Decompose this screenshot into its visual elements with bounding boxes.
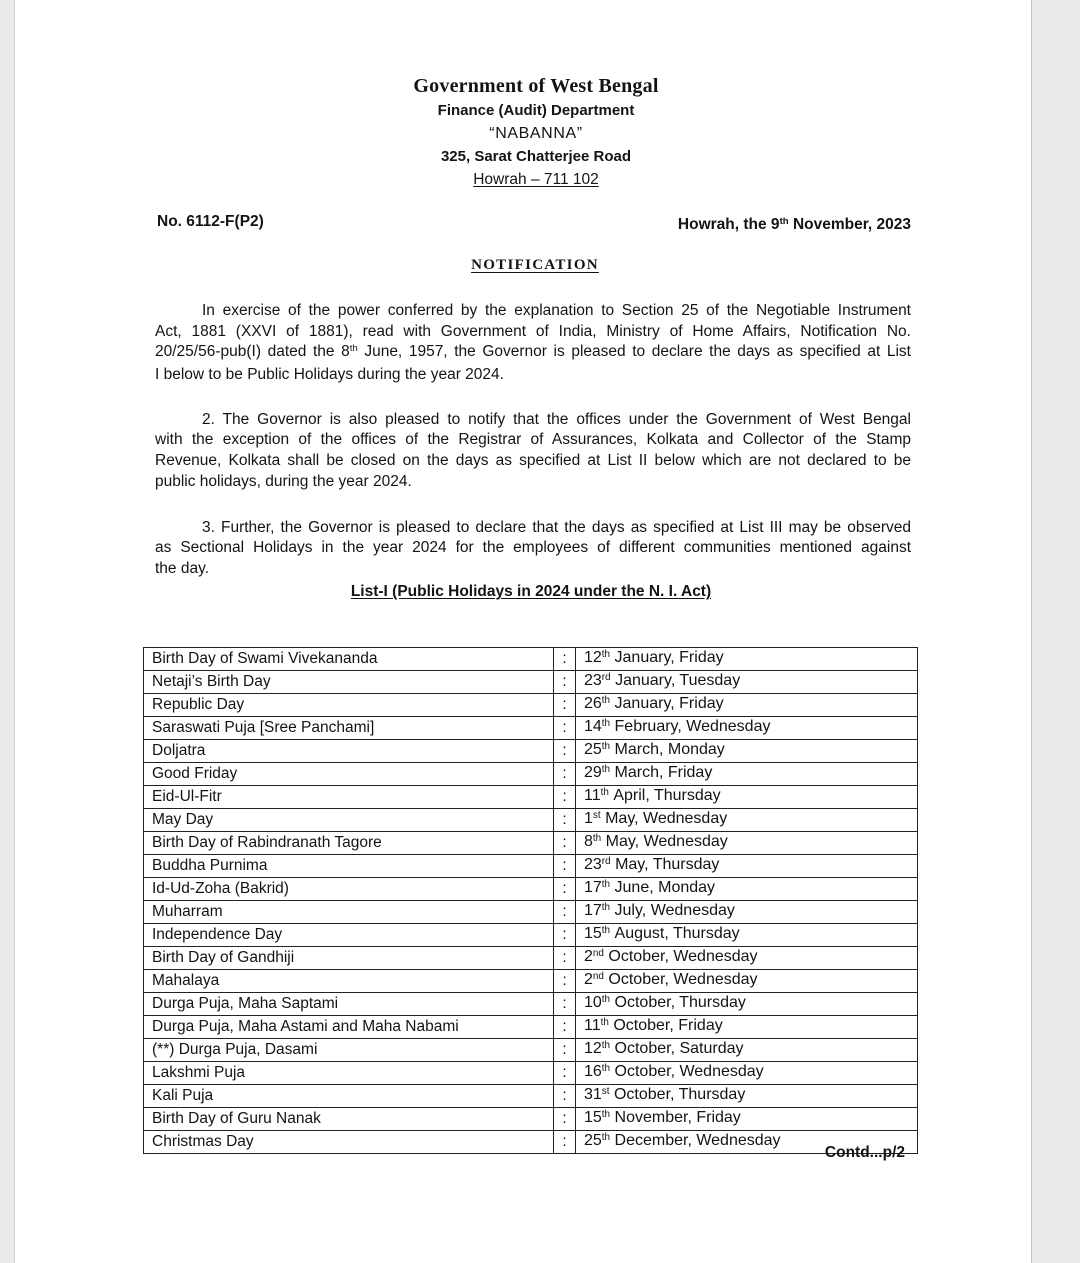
table-row: [144, 832, 918, 855]
table-row: [144, 1016, 918, 1039]
separator-cell: :: [554, 1131, 576, 1154]
table-row: [144, 1131, 918, 1154]
date-month-weekday: July, Wednesday: [614, 902, 735, 919]
occasion-cell: Saraswati Puja [Sree Panchami]: [144, 717, 554, 740]
holiday-table: [143, 647, 918, 1154]
table-row: [144, 809, 918, 832]
occasion-cell: Eid-Ul-Fitr: [144, 786, 554, 809]
city-pincode-line: [0, 168, 1072, 191]
date-month-weekday: May, Wednesday: [605, 833, 728, 850]
date-ordinal-suffix: th: [601, 878, 611, 890]
date-cell: [576, 878, 918, 901]
occasion-cell: Christmas Day: [144, 1131, 554, 1154]
date-day: 15: [584, 925, 602, 942]
table-row: [144, 1108, 918, 1131]
date-day: 25: [584, 741, 602, 758]
date-cell: [576, 1062, 918, 1085]
paragraph-line: [155, 365, 911, 386]
table-row: [144, 1039, 918, 1062]
date-ordinal-suffix: th: [601, 1062, 611, 1074]
date-cell: [576, 717, 918, 740]
date-month-weekday: October, Wednesday: [608, 948, 758, 965]
occasion-cell: Buddha Purnima: [144, 855, 554, 878]
date-cell: [576, 786, 918, 809]
date-ordinal-suffix: nd: [592, 970, 604, 982]
continuation-note: Contd...p/2: [824, 1144, 905, 1161]
date-cell: [576, 671, 918, 694]
date-day: 25: [584, 1132, 602, 1149]
line-text: the day.: [155, 559, 210, 577]
occasion-cell: Netaji’s Birth Day: [144, 671, 554, 694]
issue-date-place-day: Howrah, the 9: [677, 216, 780, 233]
date-day: 12: [584, 649, 602, 666]
table-row: [144, 947, 918, 970]
paragraph-2: [155, 410, 911, 493]
date-day: 16: [584, 1063, 602, 1080]
notification-title: NOTIFICATION: [471, 257, 599, 273]
paragraph-line: [155, 559, 911, 580]
date-ordinal-suffix: th: [601, 717, 611, 729]
date-cell: [576, 809, 918, 832]
date-ordinal-suffix: th: [601, 648, 611, 660]
occasion-cell: Independence Day: [144, 924, 554, 947]
list-heading: List-I (Public Holidays in 2024 under the N. I. Act): [350, 583, 712, 600]
separator-cell: :: [554, 1085, 576, 1108]
date-ordinal-suffix: th: [601, 1108, 611, 1120]
date-cell: [576, 832, 918, 855]
separator-cell: :: [554, 786, 576, 809]
date-ordinal-suffix: st: [592, 809, 601, 821]
occasion-cell: Birth Day of Gandhiji: [144, 947, 554, 970]
date-ordinal-suffix: th: [600, 786, 609, 798]
date-cell: [576, 1016, 918, 1039]
occasion-cell: Id-Ud-Zoha (Bakrid): [144, 878, 554, 901]
date-cell: [576, 1108, 918, 1131]
government-name: Government of West Bengal: [413, 75, 659, 97]
separator-cell: :: [554, 809, 576, 832]
separator-cell: :: [554, 924, 576, 947]
memo-number: No. 6112-F(P2): [157, 213, 264, 230]
separator-cell: :: [554, 740, 576, 763]
date-day: 31: [584, 1086, 602, 1103]
date-ordinal-suffix: rd: [601, 671, 611, 683]
table-row: [144, 694, 918, 717]
paragraph-line: [155, 342, 911, 365]
date-day: 26: [584, 695, 602, 712]
date-month-weekday: February, Wednesday: [614, 718, 771, 735]
line-text: Act, 1881 (XXVI of 1881), read with Government of India, Ministry of Home Affairs, Notification No.: [155, 322, 911, 340]
date-month-weekday: January, Friday: [614, 649, 724, 666]
date-cell: [576, 1039, 918, 1062]
street-address: 325, Sarat Chatterjee Road: [440, 148, 632, 165]
date-month-weekday: November, Friday: [614, 1109, 741, 1126]
table-row: [144, 740, 918, 763]
list-heading-line: [0, 581, 1062, 603]
date-cell: [576, 924, 918, 947]
table-row: [144, 878, 918, 901]
date-ordinal-suffix: th: [600, 1016, 609, 1028]
date-day: 11: [584, 787, 601, 804]
date-cell: [576, 740, 918, 763]
paragraph-line: [155, 430, 911, 451]
occasion-cell: Birth Day of Rabindranath Tagore: [144, 832, 554, 855]
paragraph-line: [155, 322, 911, 343]
notification-title-line: [0, 254, 1070, 276]
occasion-cell: Birth Day of Guru Nanak: [144, 1108, 554, 1131]
paragraph-line: [155, 410, 911, 431]
date-ordinal-suffix: th: [592, 832, 602, 844]
table-row: [144, 671, 918, 694]
separator-cell: :: [554, 993, 576, 1016]
date-ordinal-suffix: th: [601, 694, 611, 706]
table-row: [144, 648, 918, 671]
table-row: [144, 924, 918, 947]
issue-date: [678, 214, 911, 238]
date-month-weekday: March, Monday: [614, 741, 725, 758]
date-month-weekday: June, Monday: [614, 879, 716, 896]
date-day: 17: [584, 902, 602, 919]
table-row: [144, 970, 918, 993]
line-text: June, 1957, the Governor is pleased to declare the days as specified at List: [357, 343, 911, 361]
separator-cell: :: [554, 648, 576, 671]
occasion-cell: Durga Puja, Maha Astami and Maha Nabami: [144, 1016, 554, 1039]
date-day: 12: [584, 1040, 602, 1057]
separator-cell: :: [554, 855, 576, 878]
separator-cell: :: [554, 717, 576, 740]
line-text: I below to be Public Holidays during the year 2024.: [155, 366, 504, 384]
date-ordinal-suffix: th: [601, 1039, 611, 1051]
building-name: “NABANNA”: [489, 125, 583, 142]
date-month-weekday: April, Thursday: [613, 787, 721, 804]
line-text: 2. The Governor is also pleased to notify that the offices under the Government of West Bengal: [202, 410, 911, 428]
date-cell: [576, 763, 918, 786]
line-text: public holidays, during the year 2024.: [155, 472, 412, 490]
date-ordinal-suffix: th: [601, 993, 611, 1005]
date-ordinal-suffix: th: [601, 740, 611, 752]
separator-cell: :: [554, 694, 576, 717]
date-month-weekday: October, Wednesday: [614, 1063, 764, 1080]
date-month-weekday: May, Wednesday: [605, 810, 728, 827]
issue-date-ordinal-suffix: th: [779, 215, 789, 227]
date-month-weekday: May, Thursday: [615, 856, 720, 873]
date-month-weekday: October, Thursday: [613, 1086, 746, 1103]
table-row: [144, 1085, 918, 1108]
date-day: 1: [584, 810, 593, 827]
date-cell: [576, 694, 918, 717]
date-month-weekday: December, Wednesday: [614, 1132, 781, 1149]
occasion-cell: Durga Puja, Maha Saptami: [144, 993, 554, 1016]
holiday-table-body: [144, 648, 918, 1154]
table-row: [144, 1062, 918, 1085]
date-cell: [576, 855, 918, 878]
occasion-cell: (**) Durga Puja, Dasami: [144, 1039, 554, 1062]
date-day: 10: [584, 994, 602, 1011]
date-cell: [576, 648, 918, 671]
line-text: Revenue, Kolkata shall be closed on the days as specified at List II below which are not declared to be: [155, 451, 911, 469]
paragraph-line: [155, 472, 911, 493]
table-row: [144, 855, 918, 878]
occasion-cell: Doljatra: [144, 740, 554, 763]
date-ordinal-suffix: th: [601, 1131, 611, 1143]
occasion-cell: Mahalaya: [144, 970, 554, 993]
date-month-weekday: January, Friday: [614, 695, 724, 712]
occasion-cell: Republic Day: [144, 694, 554, 717]
occasion-cell: Birth Day of Swami Vivekananda: [144, 648, 554, 671]
table-row: [144, 901, 918, 924]
separator-cell: :: [554, 671, 576, 694]
separator-cell: :: [554, 763, 576, 786]
date-cell: [576, 993, 918, 1016]
line-text: with the exception of the offices of the Registrar of Assurances, Kolkata and Collector of the Stamp: [155, 431, 911, 449]
separator-cell: :: [554, 947, 576, 970]
date-day: 29: [584, 764, 602, 781]
paragraph-line: [155, 451, 911, 472]
separator-cell: :: [554, 878, 576, 901]
table-row: [144, 763, 918, 786]
letterhead: [0, 74, 1072, 191]
date-ordinal-suffix: th: [601, 763, 611, 775]
date-day: 23: [584, 856, 602, 873]
occasion-cell: May Day: [144, 809, 554, 832]
table-row: [144, 993, 918, 1016]
separator-cell: :: [554, 1039, 576, 1062]
table-row: [144, 717, 918, 740]
date-month-weekday: October, Thursday: [614, 994, 746, 1011]
date-ordinal-suffix: th: [601, 901, 611, 913]
paragraph-1: [155, 301, 911, 386]
date-day: 15: [584, 1109, 602, 1126]
date-day: 14: [584, 718, 602, 735]
table-row: [144, 786, 918, 809]
date-day: 2: [584, 948, 593, 965]
date-day: 2: [584, 971, 593, 988]
date-cell: [576, 947, 918, 970]
line-text: 20/25/56-pub(I) dated the 8: [155, 343, 350, 361]
date-day: 8: [584, 833, 593, 850]
date-ordinal-suffix: rd: [601, 855, 611, 867]
separator-cell: :: [554, 1016, 576, 1039]
date-day: 11: [584, 1017, 601, 1034]
date-ordinal-suffix: th: [601, 924, 611, 936]
paragraph-line: [155, 518, 911, 539]
separator-cell: :: [554, 1062, 576, 1085]
department-name: Finance (Audit) Department: [437, 102, 635, 119]
date-cell: [576, 901, 918, 924]
date-day: 23: [584, 672, 602, 689]
line-text: 3. Further, the Governor is pleased to declare that the days as specified at List III may be observed: [202, 518, 911, 536]
issue-date-month-year: November, 2023: [792, 216, 911, 233]
date-cell: [576, 1085, 918, 1108]
occasion-cell: Kali Puja: [144, 1085, 554, 1108]
paragraph-line: [155, 538, 911, 559]
ordinal-suffix: th: [349, 343, 358, 355]
occasion-cell: Good Friday: [144, 763, 554, 786]
date-ordinal-suffix: st: [601, 1085, 610, 1097]
date-month-weekday: October, Saturday: [614, 1040, 744, 1057]
occasion-cell: Lakshmi Puja: [144, 1062, 554, 1085]
city-pincode: Howrah – 711 102: [473, 171, 599, 188]
date-month-weekday: January, Tuesday: [615, 672, 741, 689]
date-month-weekday: October, Wednesday: [608, 971, 758, 988]
date-cell: [576, 970, 918, 993]
separator-cell: :: [554, 970, 576, 993]
date-ordinal-suffix: nd: [592, 947, 604, 959]
date-day: 17: [584, 879, 602, 896]
date-month-weekday: August, Thursday: [614, 925, 740, 942]
line-text: In exercise of the power conferred by the explanation to Section 25 of the Negotiable Instrument: [202, 302, 911, 319]
line-text: as Sectional Holidays in the year 2024 for the employees of different communities mentioned against: [155, 539, 911, 557]
paragraph-3: [155, 518, 911, 580]
separator-cell: :: [554, 1108, 576, 1131]
date-month-weekday: October, Friday: [613, 1017, 723, 1034]
date-month-weekday: March, Friday: [614, 764, 713, 781]
paragraph-line: [155, 301, 911, 322]
separator-cell: :: [554, 832, 576, 855]
separator-cell: :: [554, 901, 576, 924]
occasion-cell: Muharram: [144, 901, 554, 924]
